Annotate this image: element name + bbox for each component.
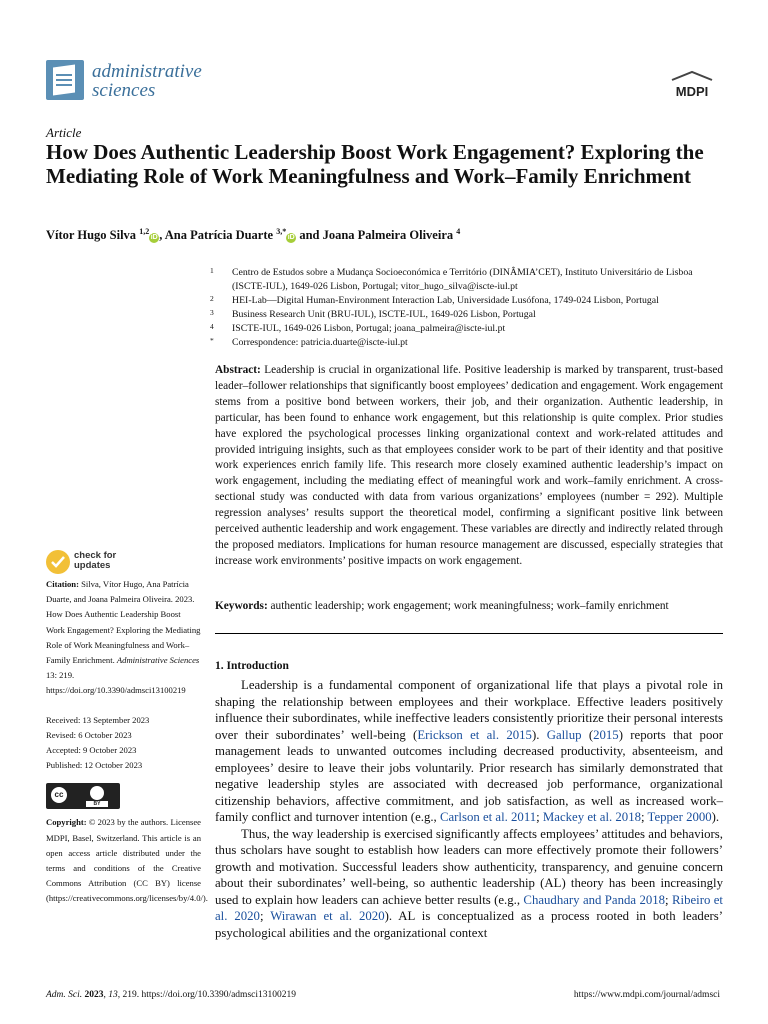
footer-volume: 13 <box>108 990 118 1000</box>
check-for-updates-button[interactable] <box>74 551 116 571</box>
reference-link[interactable]: Erickson et al. 2015 <box>417 727 532 742</box>
section-heading: 1. Introduction <box>215 660 289 672</box>
citation-text: Silva, Vítor Hugo, Ana Patrícia Duarte, and Joana Palmeira Oliveira. 2023. How Does Authentic Leadership Boost Work Engagement? Exploring the Mediating Role of Work Meaningfulness and Work–Family Enrichment. <box>46 579 201 666</box>
journal-title-line2: sciences <box>92 80 156 101</box>
author-list <box>46 227 460 243</box>
paragraph <box>215 826 723 942</box>
citation <box>46 577 201 699</box>
abstract-text: Leadership is crucial in organizational life. Positive leadership is marked by transparent, trust-based leader–follower relationships that significantly boost employees’ dedication and engagement. Work engagement stems from a positive bond between workers, their job, and their organization. Authentic leadership, in particular, has been found to enhance work engagement, but this relationship is quite complex. Prior studies have explored the psychological processes linking organizational context and work-related attitudes and provided intriguing insights, such as that employees consider work to be part of their identity and that positive work experiences enrich family life. This research more closely examined authentic leadership’s impact on work engagement, including the mediating effect of meaningful work and work–family enrichment. A cross-sectional study was conducted with data from various organizations’ employees (number = 292). Multiple regression analyses’ results support the theoretical model, confirming a significant positive link between perceived authentic leadership and work engagement. These variables are directly and indirectly related through the proposed mediators. Implications for human resource management are discussed, especially strategies that increase work environments’ positive impacts on work engagement. <box>215 364 724 567</box>
publisher-name: MDPI <box>675 84 709 99</box>
copyright-label: Copyright: <box>46 817 87 828</box>
text: ). <box>531 727 547 742</box>
citation-label: Citation: <box>46 579 79 589</box>
citation-volume: 13: 219. <box>46 670 75 681</box>
footer-journal-url[interactable]: https://www.mdpi.com/journal/admsci <box>573 990 720 1000</box>
citation-doi-link[interactable]: https://doi.org/10.3390/admsci13100219 <box>46 685 186 696</box>
text: ; <box>641 810 648 824</box>
abstract <box>215 363 723 570</box>
orcid-icon[interactable]: iD <box>150 234 158 242</box>
reference-link[interactable]: Wirawan et al. 2020 <box>270 909 385 923</box>
affiliation-text: HEI-Lab—Digital Human-Environment Interaction Lab, Universidade Lusófona, 1749-024 Lisbon, Portugal <box>232 295 659 306</box>
affiliation-number: 1 <box>210 266 214 275</box>
keywords <box>215 599 723 615</box>
copyright <box>46 815 208 906</box>
affiliation-number: 4 <box>210 322 214 331</box>
check-line2: updates <box>74 560 111 571</box>
article-type: Article <box>46 125 82 140</box>
abstract-label: Abstract: <box>215 364 261 376</box>
affiliation-item <box>210 294 725 308</box>
date-revised: Revised: 6 October 2023 <box>46 729 132 740</box>
sidebar <box>46 577 208 907</box>
reference-link[interactable]: Carlson et al. 2011 <box>439 810 537 824</box>
cc-by-license-icon[interactable] <box>46 783 120 809</box>
reference-link[interactable]: Mackey et al. 2018 <box>542 810 641 824</box>
journal-logo-icon <box>46 60 84 100</box>
citation-journal: Administrative Sciences <box>116 655 200 666</box>
author-1-affiliation: 1,2 <box>139 227 150 236</box>
text: ) reports that poor management leads to unwanted outcomes including decreased productivity, absenteeism, and employees’ desire to leave their jobs voluntarily. Prior research has similarly demonstrated that negative leadership styles are associated with decreased job performance, organizational citizenship behaviors, affective commitment, and job satisfaction, as well as increased work–family conflict and turnover intention (e.g., <box>215 727 724 824</box>
date-received: Received: 13 September 2023 <box>46 714 150 725</box>
keywords-text: authentic leadership; work engagement; work meaningfulness; work–family enrichment <box>270 600 669 612</box>
affiliation-item <box>210 308 725 322</box>
text: ( <box>581 727 594 742</box>
footer-citation: Adm. Sci. 2023, 13, 219. https://doi.org/10.3390/admsci13100219 <box>46 990 296 1000</box>
text: Leadership is a fundamental component of organizational life that plays a pivotal role in shaping the relationship between employees and their workplace. Effective leaders positively influence their subordinates, while ineffective leaders consistently prioritize their personal interests over their subordinates’ well-being ( <box>215 678 723 742</box>
affiliation-text: Correspondence: patricia.duarte@iscte-iul.pt <box>232 337 408 348</box>
reference-link[interactable]: Chaudhary and Panda 2018 <box>523 892 666 907</box>
footer-year: 2023 <box>84 990 104 1000</box>
journal-title[interactable] <box>92 62 202 100</box>
dates <box>46 713 201 774</box>
journal-title-line1: administrative <box>92 61 202 82</box>
footer-doi[interactable]: , 219. https://doi.org/10.3390/admsci13100219 <box>117 990 296 1000</box>
author-2-affiliation: 3,* <box>276 227 287 236</box>
author-3: and Joana Palmeira Oliveira <box>296 228 454 243</box>
affiliation-number: 3 <box>210 308 214 317</box>
affiliations <box>210 266 725 350</box>
affiliation-text: Business Research Unit (BRU-IUL), ISCTE-IUL, 1649-026 Lisbon, Portugal <box>232 309 536 320</box>
article-title: How Does Authentic Leadership Boost Work Engagement? Exploring the Mediating Role of Work Meaningfulness and Work–Family Enrichment <box>46 140 704 188</box>
author-2: , Ana Patrícia Duarte <box>159 228 274 243</box>
body-text <box>215 677 723 941</box>
reference-link[interactable]: Tepper 2000 <box>647 810 712 824</box>
copyright-text: © 2023 by the authors. Licensee MDPI, Basel, Switzerland. This article is an open access article distributed under the terms and conditions of the Creative Commons Attribution (CC BY) license (https://creativecommons.org/licenses/by/4.0/). <box>46 817 208 904</box>
text: ). AL is conceptualized as a process rooted in both leaders’ psychological abilities and the organizational context <box>215 909 724 940</box>
divider <box>215 633 723 634</box>
affiliation-text: ISCTE-IUL, 1649-026 Lisbon, Portugal; joana_palmeira@iscte-iul.pt <box>232 323 506 334</box>
text: ; <box>536 810 543 824</box>
cc-label: cc <box>51 787 67 803</box>
affiliation-item <box>210 266 725 294</box>
footer-journal: Adm. Sci. <box>46 990 83 1000</box>
person-icon <box>90 786 104 800</box>
affiliation-text: Centro de Estudos sobre a Mudança Socioeconómica e Território (DINÂMIA’CET), Instituto Universitário de Lisboa (ISCTE-IUL), 1649-026 Lisbon, Portugal; vitor_hugo_silva@iscte-iul.pt <box>232 267 693 292</box>
author-3-affiliation: 4 <box>456 227 461 236</box>
text: ; <box>259 909 271 923</box>
affiliation-item <box>210 322 725 336</box>
keywords-label: Keywords: <box>215 600 268 612</box>
reference-link[interactable]: Gallup <box>546 727 582 742</box>
check-for-updates-icon[interactable] <box>46 550 70 574</box>
orcid-icon[interactable]: iD <box>287 234 295 242</box>
author-1: Vítor Hugo Silva <box>46 228 137 243</box>
date-published: Published: 12 October 2023 <box>46 760 143 771</box>
text: ). <box>711 810 720 824</box>
paragraph <box>215 677 723 826</box>
reference-link[interactable]: 2015 <box>593 727 619 742</box>
date-accepted: Accepted: 9 October 2023 <box>46 745 137 756</box>
text: ; <box>665 892 672 907</box>
affiliation-number: 2 <box>210 294 214 303</box>
affiliation-number: * <box>210 336 214 345</box>
reference-link[interactable]: Ribeiro et al. 2020 <box>215 892 723 923</box>
text: Thus, the way leadership is exercised significantly affects employees’ attitudes and behaviors, thus scholars have sought to establish how leaders can more effectively promote their followers’ growth and motivation. Successful leaders show authenticity, transparency, and genuine concern about their subordinates’ well-being, so authentic leadership (AL) theory has been increasingly used to explain how leaders can achieve better results (e.g., <box>215 826 723 907</box>
affiliation-item <box>210 336 725 350</box>
mdpi-logo-icon[interactable] <box>666 70 718 100</box>
check-line1: check for <box>74 550 117 561</box>
by-label: BY <box>86 801 108 807</box>
